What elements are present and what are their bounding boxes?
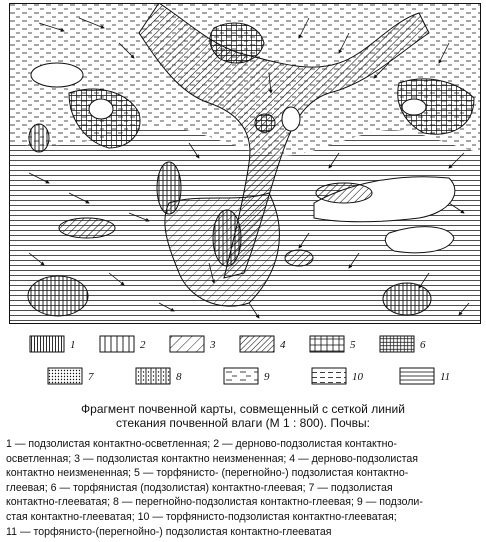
legend-label-5: 5 — [350, 339, 356, 351]
legend-swatch-6 — [380, 336, 414, 352]
legend-label-11: 11 — [440, 371, 451, 383]
caption-line-2: стекания почвенной влаги (М 1 : 800). Почвы: — [116, 416, 370, 430]
description-line: стая контактно-глееватая; 10 — торфянисто-подзолистая контактно-глееватая; — [6, 510, 397, 523]
map-blob-white — [89, 99, 113, 119]
description-line: контактно-глееватая; 8 — перегнойно-подзолистая контактно-глеевая; 9 — подзоли- — [6, 496, 423, 509]
map-patch-vertical — [28, 276, 88, 316]
map-patch-vertical — [383, 283, 431, 315]
description-line: 1 — подзолистая контактно-осветленная; 2 — дерново-подзолистая контактно- — [6, 438, 397, 450]
legend-label-2: 2 — [140, 339, 146, 351]
description-line: 11 — торфянисто-(перегнойно-) подзолистая контактно-глееватая — [6, 525, 332, 538]
description-line: контактно неизмененная; 5 — торфянисто- (перегнойно-) подзолистая контактно- — [6, 467, 409, 480]
legend-row-2 — [48, 368, 450, 384]
legend — [0, 330, 486, 392]
map-spot-diagonal — [316, 183, 372, 203]
legend-row-1 — [30, 336, 426, 352]
map-patch-vertical — [157, 162, 181, 214]
legend-label-8: 8 — [176, 371, 182, 383]
soil-description — [6, 437, 482, 539]
legend-label-4: 4 — [280, 339, 286, 351]
legend-swatch-7 — [48, 368, 82, 384]
legend-label-7: 7 — [88, 371, 94, 383]
description-line: осветленная; 3 — подзолистая контактно неизмененная; 4 — дерново-подзолистая — [6, 452, 418, 465]
map-blob-white — [282, 107, 300, 131]
description-line: глеевая; 6 — торфянистая (подзолистая) контактно-глеевая; 7 — подзолистая — [6, 481, 393, 494]
legend-swatch-2 — [100, 336, 134, 352]
map-spot-diagonal — [59, 218, 115, 238]
map-spot-diagonal — [285, 250, 313, 266]
map-patch-vertical — [29, 124, 49, 152]
legend-swatch-1 — [30, 336, 64, 352]
legend-label-9: 9 — [264, 371, 270, 383]
legend-swatch-9 — [224, 368, 258, 384]
legend-swatch-10 — [312, 368, 346, 384]
caption-line-1: Фрагмент почвенной карты, совмещенный с сеткой линий — [81, 402, 405, 416]
soil-map-drawing — [9, 3, 481, 324]
legend-swatch-3 — [170, 336, 204, 352]
map-patch-grid — [255, 114, 275, 132]
legend-swatch-4 — [240, 336, 274, 352]
legend-swatch-5 — [310, 336, 344, 352]
map-patch-vertical — [213, 210, 241, 266]
legend-label-1: 1 — [70, 339, 76, 351]
legend-label-3: 3 — [210, 339, 216, 351]
legend-label-10: 10 — [352, 371, 363, 383]
legend-swatch-11 — [400, 368, 434, 384]
legend-drawing — [0, 330, 486, 392]
legend-label-6: 6 — [420, 339, 426, 351]
legend-swatch-8 — [136, 368, 170, 384]
soil-map — [9, 3, 481, 324]
map-blob-white — [31, 63, 83, 87]
map-blob-white — [402, 99, 426, 115]
figure-caption — [8, 402, 478, 430]
